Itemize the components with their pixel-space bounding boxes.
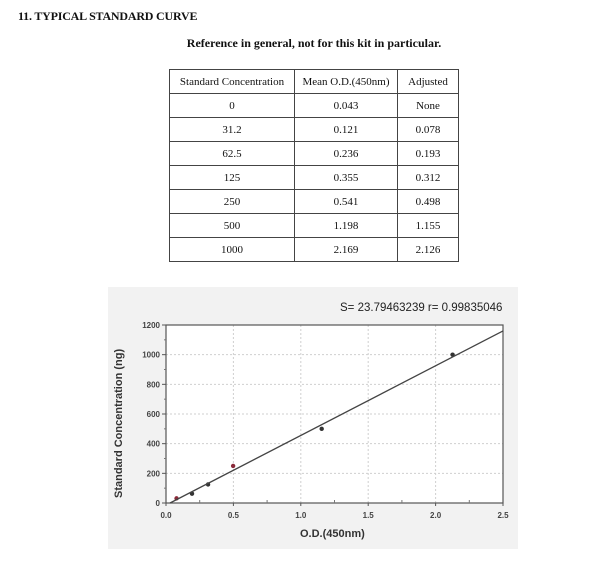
cell: 0.236 [295, 142, 398, 166]
cell: 0.541 [295, 190, 398, 214]
cell: 1000 [170, 238, 295, 262]
y-tick-label: 800 [146, 380, 160, 390]
x-tick-label: 2.5 [497, 511, 509, 520]
section-title: 11. TYPICAL STANDARD CURVE [18, 9, 198, 23]
cell: 250 [170, 190, 295, 214]
y-tick-label: 600 [146, 410, 160, 419]
data-point [231, 464, 235, 468]
cell: 1.155 [398, 214, 459, 238]
header-concentration: Standard Concentration [170, 70, 295, 94]
y-tick-label: 1000 [142, 350, 160, 360]
cell: 0.355 [295, 166, 398, 190]
y-tick-label: 1200 [142, 321, 160, 330]
cell: 2.169 [295, 238, 398, 262]
fit-statistics: S= 23.79463239 r= 0.99835046 [340, 302, 503, 314]
header-mean-od: Mean O.D.(450nm) [295, 70, 398, 94]
x-tick-label: 1.0 [295, 511, 307, 520]
y-tick-label: 200 [146, 469, 160, 479]
cell: 0 [170, 94, 295, 118]
cell: 0.043 [295, 94, 398, 118]
cell: 0.498 [398, 190, 459, 214]
subtitle-note: Reference in general, not for this kit in particular. [186, 36, 442, 50]
x-tick-label: 0.5 [227, 511, 239, 520]
cell: 2.126 [398, 238, 459, 262]
y-tick-label: 0 [155, 499, 160, 508]
cell: 0.078 [398, 118, 459, 142]
cell: 31.2 [170, 118, 295, 142]
x-axis-label: O.D.(450nm) [300, 528, 365, 540]
data-point [319, 427, 323, 431]
x-tick-label: 2.0 [430, 511, 442, 520]
cell: 500 [170, 214, 295, 238]
cell: 125 [170, 166, 295, 190]
y-axis-label: Standard Concentration (ng) [113, 348, 125, 498]
cell: 0.193 [398, 142, 459, 166]
x-tick-label: 0.0 [160, 511, 172, 520]
cell: 62.5 [170, 142, 295, 166]
cell: 0.312 [398, 166, 459, 190]
x-tick-label: 1.5 [362, 511, 374, 520]
cell: 1.198 [295, 214, 398, 238]
y-tick-label: 400 [146, 439, 160, 449]
header-adjusted: Adjusted [398, 70, 459, 94]
cell: None [398, 94, 459, 118]
cell: 0.121 [295, 118, 398, 142]
